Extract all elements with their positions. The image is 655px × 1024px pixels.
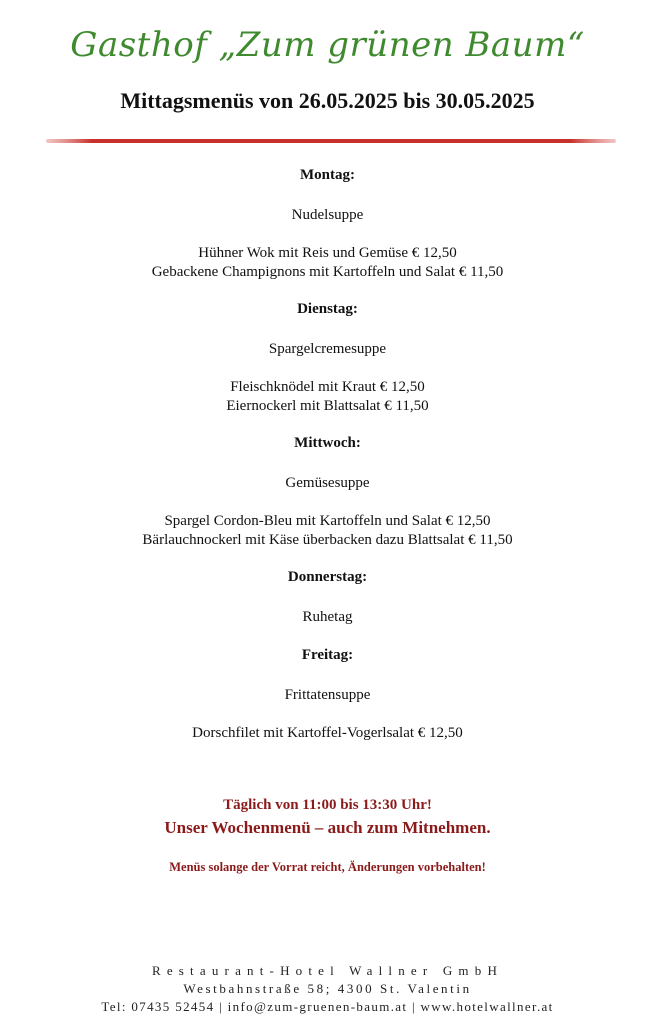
day-monday	[0, 164, 655, 282]
day-soup: Nudelsuppe	[291, 207, 364, 223]
day-wednesday	[0, 432, 655, 550]
divider-rule	[46, 139, 616, 143]
day-soup: Spargelcremesuppe	[268, 341, 387, 357]
day-name: Donnerstag:	[287, 569, 368, 585]
main-dish: Spargel Cordon-Bleu mit Kartoffeln und Salat € 12,50	[164, 513, 491, 529]
day-mains	[0, 378, 655, 416]
main-dish: Fleischknödel mit Kraut € 12,50	[230, 379, 425, 395]
menu-period-heading: Mittagsmenüs von 26.05.2025 bis 30.05.2025	[120, 88, 535, 113]
footer-contact: Tel: 07435 52454 | info@zum-gruenen-baum.at | www.hotelwallner.at	[101, 999, 554, 1014]
day-soup: Frittatensuppe	[284, 687, 371, 703]
main-dish: Gebackene Champignons mit Kartoffeln und Salat € 11,50	[151, 264, 504, 280]
day-tuesday	[0, 298, 655, 416]
main-dish: Hühner Wok mit Reis und Gemüse € 12,50	[198, 245, 457, 261]
divider-rule-graphic	[46, 139, 616, 143]
day-thursday	[0, 566, 655, 628]
day-friday	[0, 644, 655, 743]
footer-company: Restaurant-Hotel Wallner GmbH	[151, 963, 504, 978]
day-name: Dienstag:	[297, 301, 358, 317]
day-soup: Gemüsesuppe	[285, 475, 370, 491]
day-closed-notice: Ruhetag	[302, 609, 353, 625]
main-dish: Eiernockerl mit Blattsalat € 11,50	[226, 398, 429, 414]
day-mains	[0, 724, 655, 743]
day-mains	[0, 512, 655, 550]
restaurant-title: Gasthof „Zum grünen Baum“	[70, 25, 585, 65]
day-name: Mittwoch:	[294, 435, 361, 451]
day-name: Montag:	[300, 167, 355, 183]
takeaway-notice: Unser Wochenmenü – auch zum Mitnehmen.	[164, 818, 491, 837]
main-dish: Bärlauchnockerl mit Käse überbacken dazu Blattsalat € 11,50	[142, 532, 513, 548]
weekly-menu	[0, 164, 655, 759]
main-dish: Dorschfilet mit Kartoffel-Vogerlsalat € 12,50	[192, 725, 463, 741]
day-mains	[0, 244, 655, 282]
footer-address: Westbahnstraße 58; 4300 St. Valentin	[183, 981, 472, 996]
promo-block	[0, 794, 655, 876]
divider-rule-line	[46, 139, 616, 143]
day-name: Freitag:	[301, 647, 354, 663]
availability-note: Menüs solange der Vorrat reicht, Änderungen vorbehalten!	[169, 860, 486, 874]
footer	[0, 962, 655, 1016]
opening-hours: Täglich von 11:00 bis 13:30 Uhr!	[223, 797, 432, 813]
